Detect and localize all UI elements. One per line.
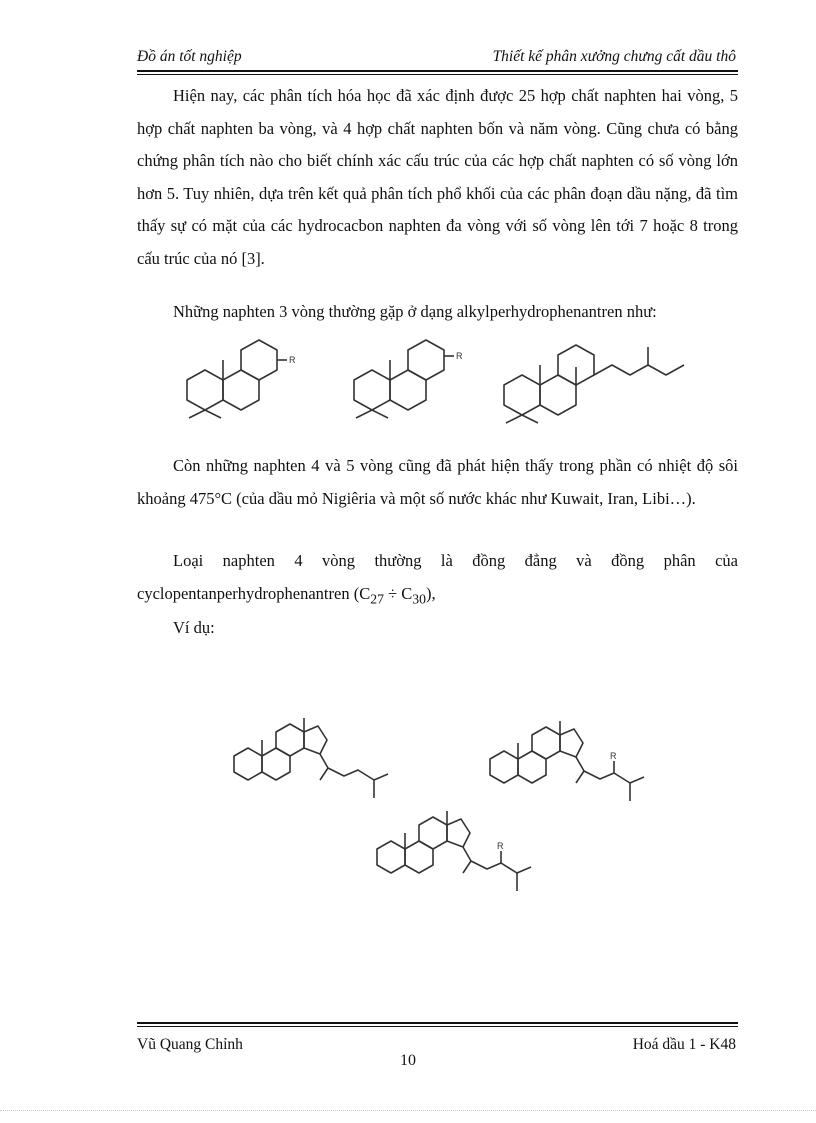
substituent-label-r: R — [610, 751, 617, 761]
structure-steroid-3 — [375, 805, 535, 897]
structure-tricyclic-2 — [350, 332, 480, 422]
paragraph-naphthene-analysis: Hiện nay, các phân tích hóa học đã xác định được 25 hợp chất naphten hai vòng, 5 hợp chất naphten ba vòng, và 4 hợp chất naphten bốn và năm vòng. Cũng chưa có bằng chứng phân tích nào cho biết chính xác cấu trúc của các hợp chất naphten có số vòng lớn hơn 5. Tuy nhiên, dựa trên kết quả phân tích phổ khối của các phân đoạn dầu nặng, đã tìm thấy sự có mặt của các hydrocacbon naphten đa vòng với số vòng lên tới 7 hoặc 8 trong cấu trúc của nó [3]. — [137, 86, 738, 268]
footer-rule-thin — [137, 1026, 738, 1027]
footer-author: Vũ Quang Chỉnh — [137, 1036, 243, 1053]
paragraph-tetracyclic-formula — [137, 545, 738, 615]
header-right: Thiết kế phân xưởng chưng cất dầu thô — [492, 48, 736, 65]
structure-tricyclic-alkyl — [500, 335, 700, 430]
structure-steroid-1 — [232, 712, 392, 804]
page-number: 10 — [400, 1052, 416, 1069]
substituent-label-r: R — [456, 351, 463, 361]
substituent-label-r: R — [289, 355, 296, 365]
formula-separator: ÷ C — [383, 583, 413, 603]
header-rule — [137, 70, 738, 72]
structure-steroid-2 — [488, 715, 648, 807]
formula-text: Loại naphten 4 vòng thường là đồng đẳng và đồng phân của cyclopentanperhydrophenantren (C — [137, 551, 738, 603]
footer-rule — [137, 1022, 738, 1024]
page-border-dots — [0, 1110, 816, 1111]
footer-class: Hoá dầu 1 - K48 — [632, 1036, 736, 1053]
paragraph-tetracyclic-occurrence: Còn những naphten 4 và 5 vòng cũng đã phát hiện thấy trong phần có nhiệt độ sôi khoảng 475°C (của dầu mỏ Nigiêria và một số nước khác như Kuwait, Iran, Libi…). — [137, 456, 738, 508]
paragraph-example-label: Ví dụ: — [173, 618, 215, 637]
paragraph-tricyclic-intro: Những naphten 3 vòng thường gặp ở dạng alkylperhydrophenantren như: — [173, 302, 657, 321]
structure-tricyclic-1 — [183, 332, 313, 422]
substituent-label-r: R — [497, 841, 504, 851]
header-rule-thin — [137, 74, 738, 75]
formula-subscript-end: 30 — [412, 590, 427, 606]
header-left: Đồ án tốt nghiệp — [137, 48, 242, 65]
formula-subscript-start: 27 — [370, 590, 384, 606]
formula-closing: ), — [426, 583, 436, 603]
